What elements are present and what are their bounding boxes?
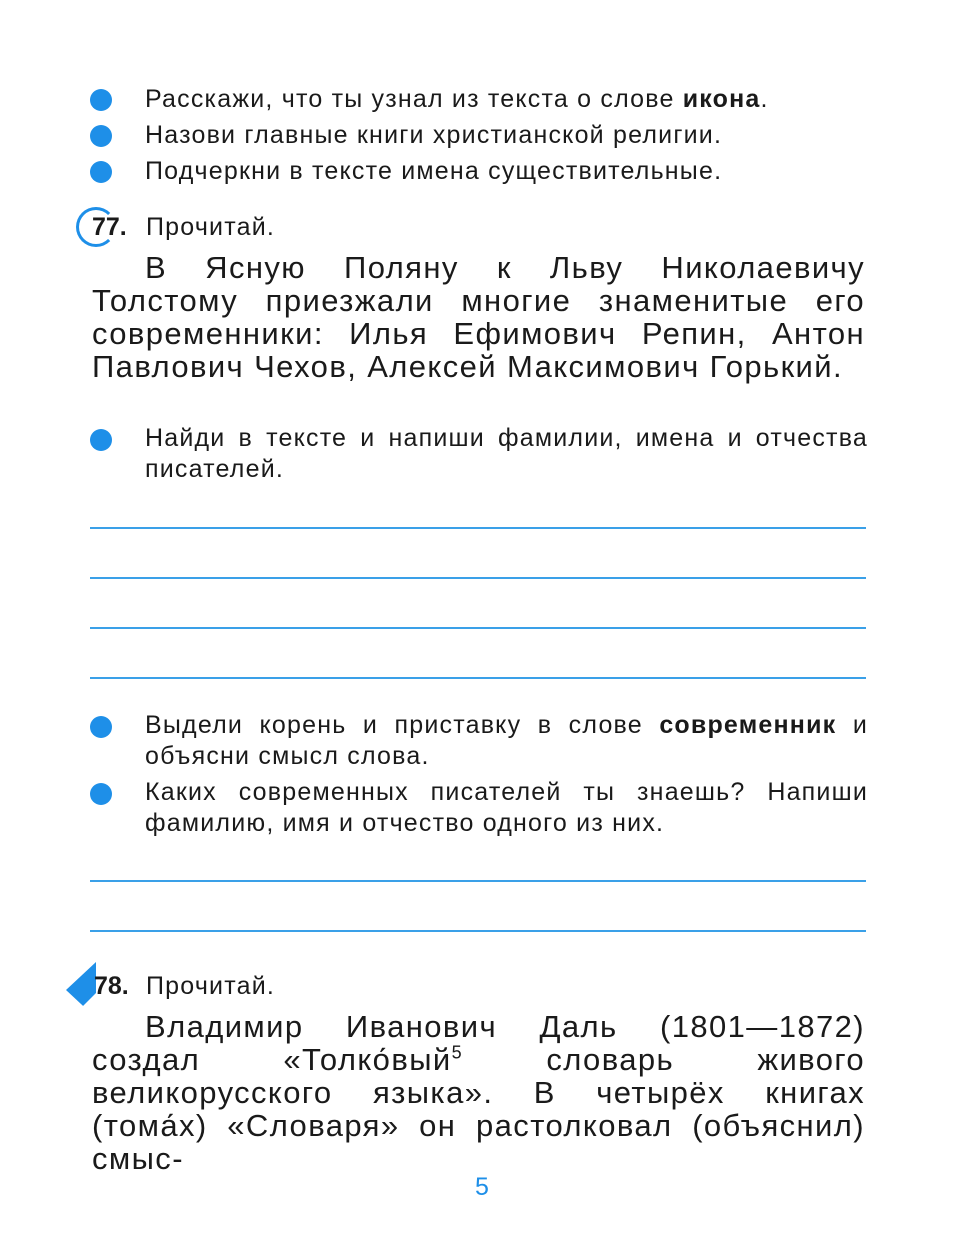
exercise-instruction: Прочитай.: [146, 972, 276, 1000]
page-number: 5: [475, 1173, 489, 1201]
bold-word: икона: [682, 85, 761, 113]
task-text: Подчеркни в тексте имена существительные.: [145, 157, 723, 185]
bullet-icon: [90, 89, 112, 111]
exercise-77-header: [72, 207, 472, 247]
bullet-icon: [90, 125, 112, 147]
answer-line[interactable]: [90, 930, 866, 932]
task-text: Расскажи, что ты узнал из текста о слове икона.: [145, 85, 769, 113]
answer-line[interactable]: [90, 527, 866, 529]
bold-word: современник: [659, 711, 837, 739]
exercise-78-text: Владимир Иванович Даль (1801—1872) создал «Толко́вый$^5$ словарь живого великорусского языка». В четырёх книгах (тома́х) «Словаря» он растолковал (объяснил) смыс-: [92, 1009, 866, 1176]
answer-line[interactable]: [90, 577, 866, 579]
answer-line[interactable]: [90, 627, 866, 629]
task-text: Найди в тексте и напиши фамилии, имена и отчества писателей.: [145, 424, 868, 483]
bullet-icon: [90, 716, 112, 738]
answer-line[interactable]: [90, 880, 866, 882]
bullet-icon: [90, 783, 112, 805]
task-text: Назови главные книги христианской религии.: [145, 121, 723, 149]
exercise-77-text: В Ясную Поляну к Льву Николаевичу Толстому приезжали многие знаменитые его современники: Илья Ефимович Репин, Антон Павлович Чехов, Алексей Максимович Горький.: [92, 250, 865, 384]
bullet-icon: [90, 429, 112, 451]
task-text: Каких современных писателей ты знаешь? Напиши фамилию, имя и отчество одного из них.: [145, 778, 868, 837]
task-text: Выдели корень и приставку в слове современник и объясни смысл слова.: [145, 711, 869, 770]
exercise-78-header: [66, 966, 466, 1006]
exercise-number: 78.: [94, 972, 129, 1000]
exercise-instruction: Прочитай.: [146, 213, 276, 241]
bullet-icon: [90, 161, 112, 183]
footnote-marker: 5: [451, 1042, 464, 1063]
exercise-number: 77.: [92, 213, 127, 241]
answer-line[interactable]: [90, 677, 866, 679]
